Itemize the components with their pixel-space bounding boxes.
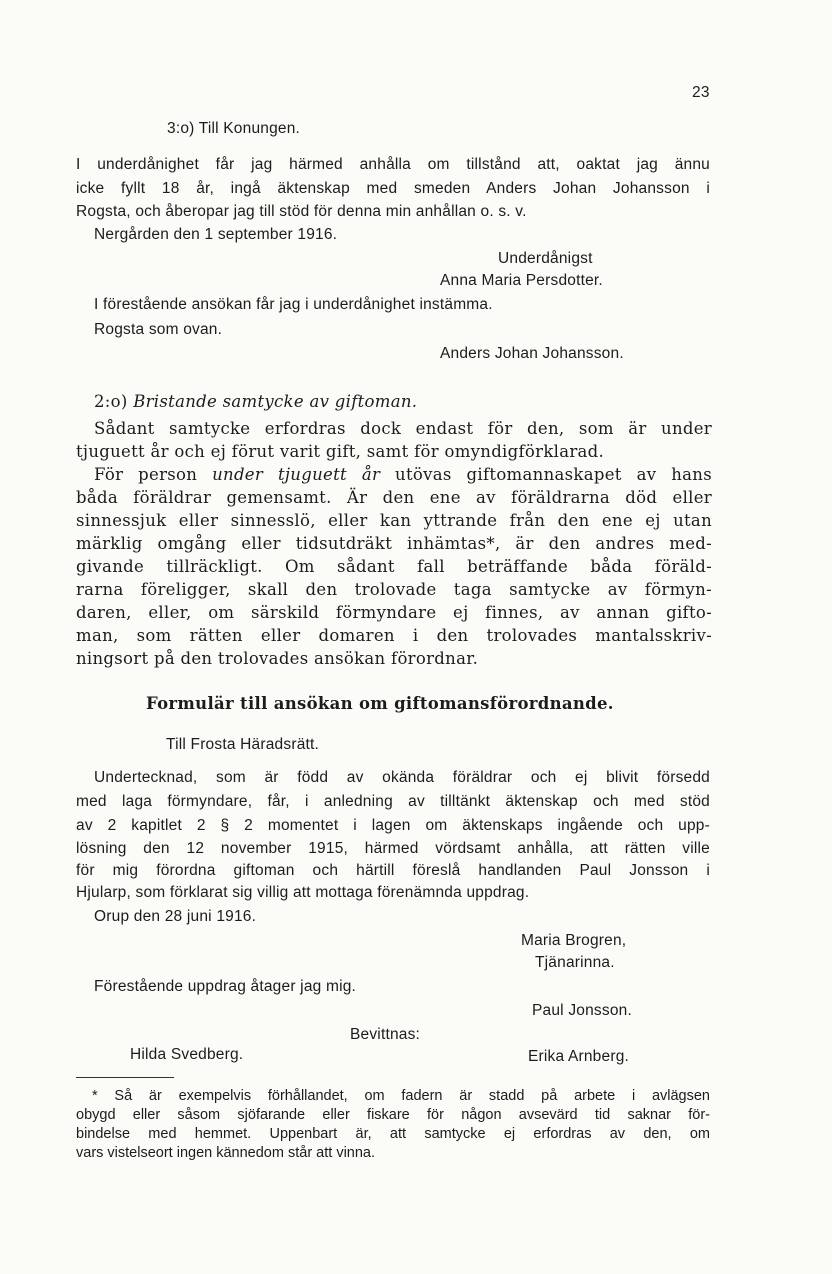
footnote-line: obygd eller såsom sjöfarande eller fiskare för någon avsevärd tid saknar för- [76, 1107, 710, 1123]
body-line: givande tillräckligt. Om sådant fall beträffande båda föräld- [76, 557, 712, 576]
body-line: tjuguett år och ej förut varit gift, samt för omyndigförklarad. [76, 442, 605, 461]
witness-signature: Erika Arnberg. [528, 1048, 630, 1065]
footnote-line: vars vistelseort ingen kännedom står att vinna. [76, 1145, 376, 1161]
body-line: I underdånighet får jag härmed anhålla om tillstånd att, oaktat jag ännu [76, 156, 710, 173]
body-line: ningsort på den trolovades ansökan förordnar. [76, 649, 479, 668]
body-line: Rogsta, och åberopar jag till stöd för denna min anhållan o. s. v. [76, 203, 527, 220]
page-number: 23 [692, 84, 710, 101]
witnesses-label: Bevittnas: [350, 1026, 421, 1043]
closing: Underdånigst [498, 250, 593, 267]
place-date: Orup den 28 juni 1916. [94, 908, 257, 925]
emphasis: under tjuguett år [212, 465, 381, 484]
witness-signature: Hilda Svedberg. [130, 1046, 244, 1063]
body-line: märklig omgång eller tidsutdräkt inhämtas*, är den andres med- [76, 534, 712, 553]
body-line: För person under tjuguett år utövas giftomannaskapet av hans [94, 465, 712, 484]
body-line: icke fyllt 18 år, ingå äktenskap med smeden Anders Johan Johansson i [76, 180, 710, 197]
body-line: av 2 kapitlet 2 § 2 momentet i lagen om äktenskaps ingående och upp- [76, 817, 710, 834]
body-line: sinnessjuk eller sinnesslö, eller kan yttrande från den ene ej utan [76, 511, 712, 530]
section-label: 2:o) [94, 392, 128, 411]
body-line: med laga förmyndare, får, i anledning av tilltänkt äktenskap och med stöd [76, 793, 710, 810]
place-line: Rogsta som ovan. [94, 321, 223, 338]
place-date: Nergården den 1 september 1916. [94, 226, 338, 243]
body-line: för mig förordna giftoman och härtill föreslå handlanden Paul Jonsson i [76, 862, 710, 879]
footnote-rule [76, 1077, 174, 1078]
body-line: lösning den 12 november 1915, härmed vördsamt anhålla, att rätten ville [76, 840, 710, 857]
addressee: Till Frosta Häradsrätt. [166, 736, 320, 753]
body-line: Undertecknad, som är född av okända föräldrar och ej blivit försedd [94, 769, 710, 786]
body-line: daren, eller, om särskild förmyndare ej finnes, av annan gifto- [76, 603, 712, 622]
body-line: båda föräldrar gemensamt. Är den ene av föräldrarna död eller [76, 488, 712, 507]
signature: Anders Johan Johansson. [440, 345, 624, 362]
body-line: rarna föreligger, skall den trolovade taga samtycke av förmyn- [76, 580, 712, 599]
consent-line: I förestående ansökan får jag i underdånighet instämma. [94, 296, 493, 313]
signature: Anna Maria Persdotter. [440, 272, 603, 289]
acceptance-line: Förestående uppdrag åtager jag mig. [94, 978, 357, 995]
body-line: Hjularp, som förklarat sig villig att mottaga förenämnda uppdrag. [76, 884, 530, 901]
section-title: Bristande samtycke av giftoman. [133, 392, 418, 411]
signer-name: Maria Brogren, [521, 932, 627, 949]
signer-title: Tjänarinna. [535, 954, 615, 971]
body-line: man, som rätten eller domaren i den trolovades mantalsskriv- [76, 626, 712, 645]
body-line: Sådant samtycke erfordras dock endast för den, som är under [94, 419, 712, 438]
footnote-line: bindelse med hemmet. Uppenbart är, att samtycke ej erfordras av den, om [76, 1126, 710, 1142]
section-heading: 3:o) Till Konungen. [167, 120, 301, 137]
section-heading [94, 392, 417, 411]
footnote-line: * Så är exempelvis förhållandet, om fadern är stadd på arbete i avlägsen [92, 1088, 710, 1104]
form-heading: Formulär till ansökan om giftomansförordnande. [146, 694, 614, 713]
acceptor-signature: Paul Jonsson. [532, 1002, 632, 1019]
